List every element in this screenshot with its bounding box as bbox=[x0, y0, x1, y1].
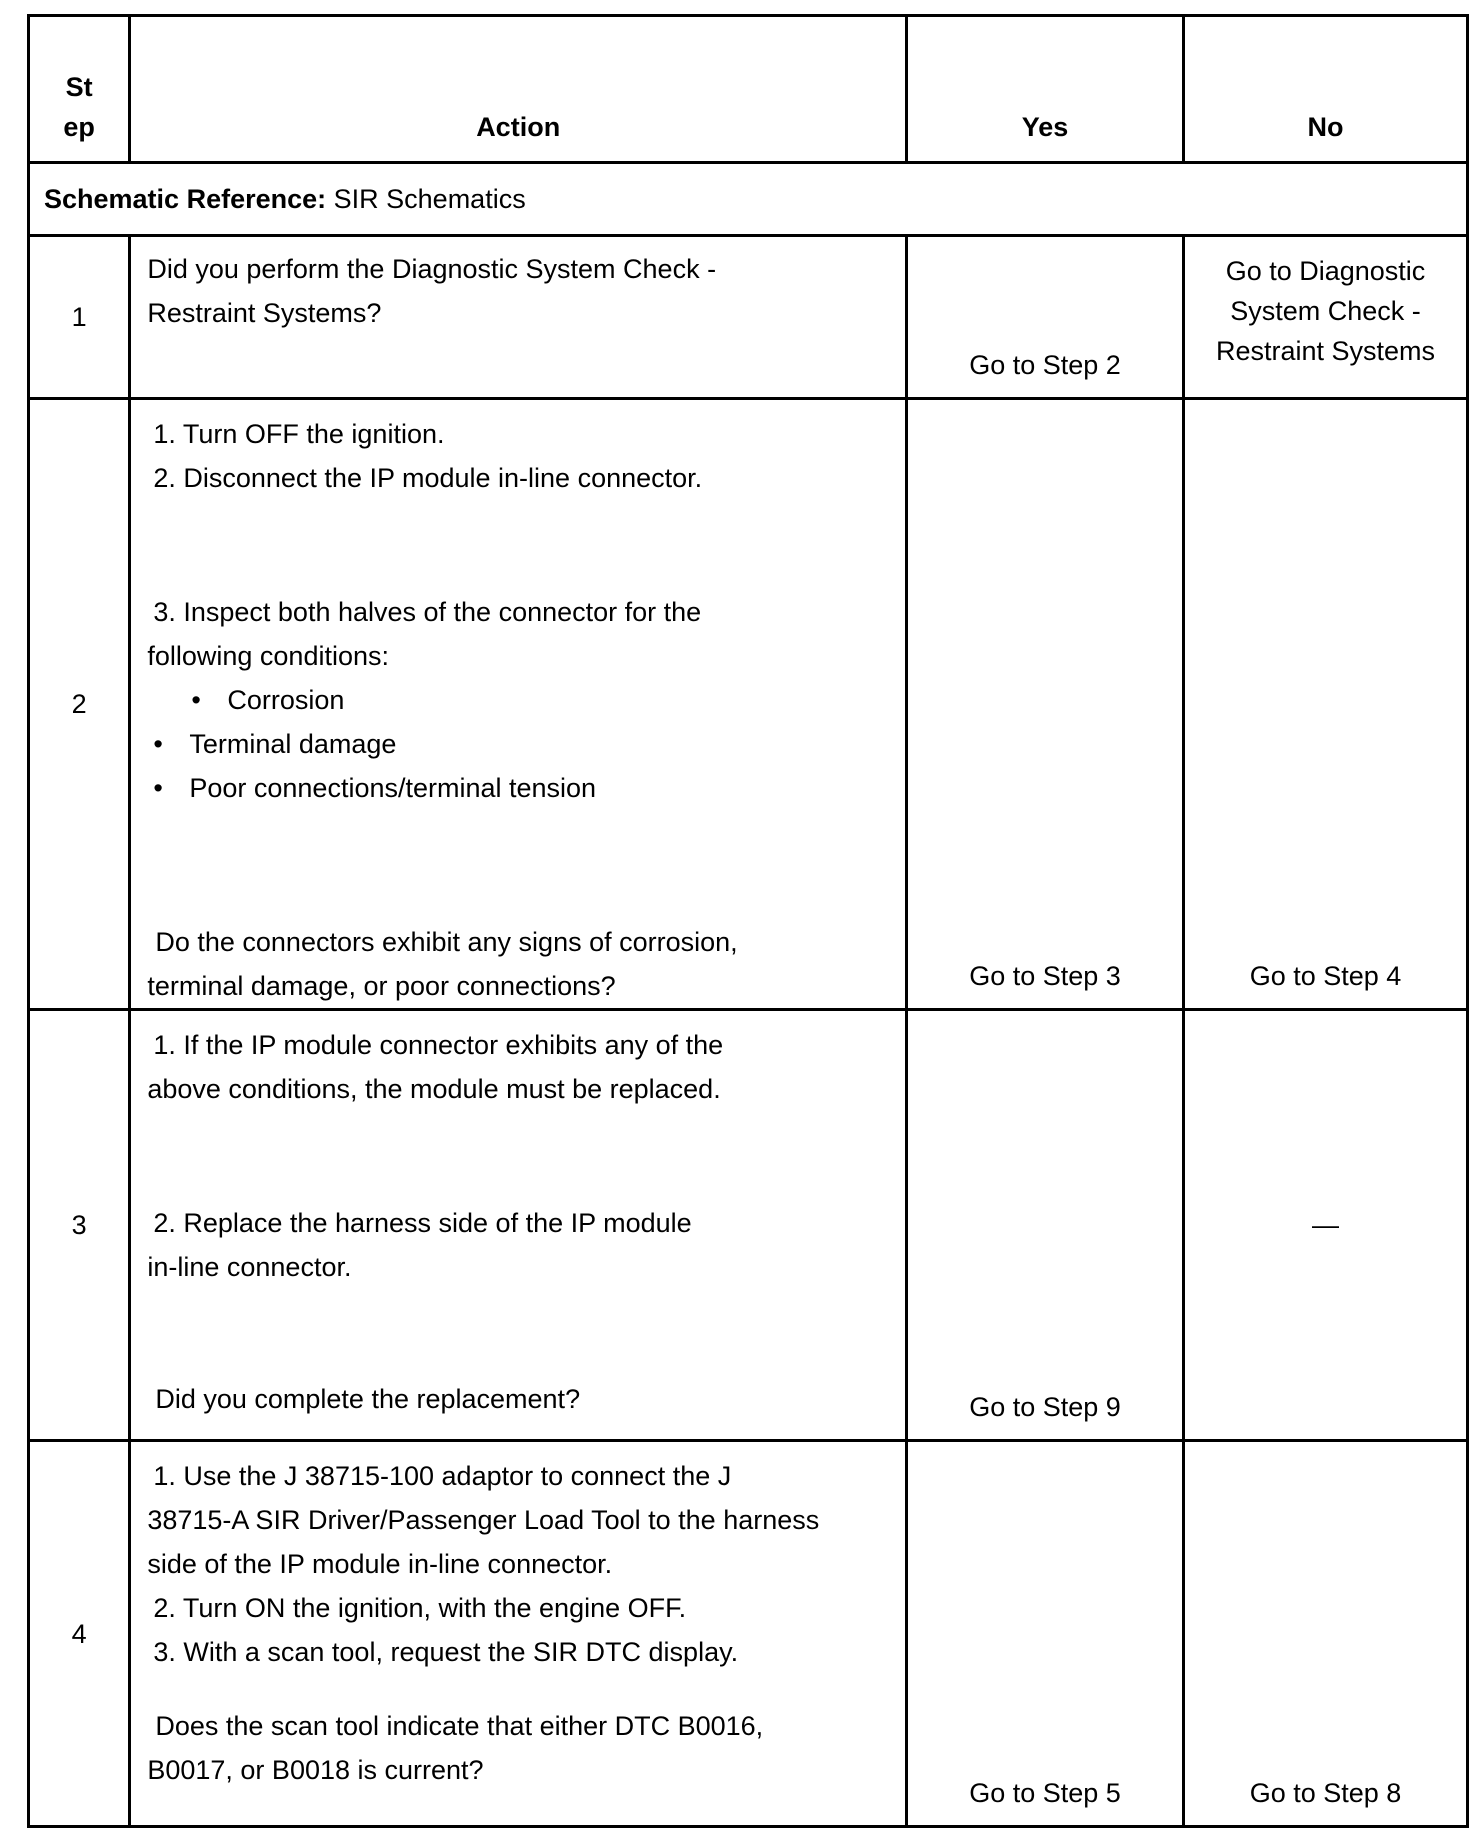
header-row bbox=[29, 16, 1468, 163]
header-yes: Yes bbox=[907, 16, 1184, 163]
action-item: 1. Use the J 38715-100 adaptor to connect the J bbox=[153, 1461, 732, 1491]
yes-cell bbox=[907, 1441, 1184, 1827]
yes-link[interactable]: Go to Step 9 bbox=[969, 1392, 1121, 1422]
action-item: 3. With a scan tool, request the SIR DTC display. bbox=[153, 1637, 739, 1667]
no-link-line[interactable]: Restraint Systems bbox=[1215, 336, 1436, 366]
no-dash: — bbox=[1311, 1210, 1339, 1240]
no-cell bbox=[1183, 236, 1467, 399]
step-number: 1 bbox=[29, 236, 130, 399]
no-cell bbox=[1183, 399, 1467, 1010]
bullet-text: Poor connections/terminal tension bbox=[189, 773, 597, 803]
no-link-line[interactable]: System Check - bbox=[1230, 296, 1421, 326]
action-item: in-line connector. bbox=[147, 1252, 352, 1282]
table-row bbox=[29, 1441, 1468, 1827]
schematic-reference-value: SIR Schematics bbox=[326, 184, 526, 214]
yes-cell bbox=[907, 399, 1184, 1010]
bullet-icon: • bbox=[153, 773, 163, 803]
bullet-icon: • bbox=[191, 685, 201, 715]
action-item: side of the IP module in-line connector. bbox=[147, 1549, 613, 1579]
action-item: 2. Replace the harness side of the IP module bbox=[153, 1208, 692, 1238]
action-cell bbox=[130, 1010, 907, 1441]
action-item: 2. Disconnect the IP module in-line connector. bbox=[153, 463, 703, 493]
action-cell bbox=[130, 399, 907, 1010]
action-item: 1. If the IP module connector exhibits any of the bbox=[153, 1030, 724, 1060]
diagnostic-table bbox=[27, 14, 1469, 1828]
no-link[interactable]: Go to Step 8 bbox=[1249, 1778, 1402, 1808]
table-row bbox=[29, 236, 1468, 399]
bullet-item bbox=[147, 678, 895, 722]
action-item: above conditions, the module must be replaced. bbox=[147, 1074, 721, 1104]
yes-link[interactable]: Go to Step 3 bbox=[969, 961, 1121, 991]
step-number: 4 bbox=[29, 1441, 130, 1827]
no-cell bbox=[1183, 1441, 1467, 1827]
step-number: 3 bbox=[29, 1010, 130, 1441]
header-no: No bbox=[1183, 16, 1467, 163]
action-cell bbox=[130, 1441, 907, 1827]
action-item: 1. Turn OFF the ignition. bbox=[153, 419, 445, 449]
question-text: terminal damage, or poor connections? bbox=[147, 971, 616, 1001]
action-item: 2. Turn ON the ignition, with the engine OFF. bbox=[153, 1593, 687, 1623]
yes-link[interactable]: Go to Step 2 bbox=[969, 350, 1121, 380]
yes-cell bbox=[907, 236, 1184, 399]
bullet-text: Terminal damage bbox=[189, 729, 397, 759]
action-text: Restraint Systems? bbox=[147, 298, 382, 328]
header-step-line1: St bbox=[65, 72, 93, 102]
table-row bbox=[29, 1010, 1468, 1441]
header-step bbox=[29, 16, 130, 163]
action-item: 38715-A SIR Driver/Passenger Load Tool to the harness bbox=[147, 1505, 820, 1535]
no-link-line[interactable]: Go to Diagnostic bbox=[1225, 256, 1426, 286]
no-link[interactable]: Go to Step 4 bbox=[1249, 961, 1402, 991]
action-cell bbox=[130, 236, 907, 399]
question-text: B0017, or B0018 is current? bbox=[147, 1755, 484, 1785]
schematic-reference bbox=[29, 163, 1468, 236]
action-item: following conditions: bbox=[147, 641, 389, 671]
table-row bbox=[29, 399, 1468, 1010]
yes-link[interactable]: Go to Step 5 bbox=[969, 1778, 1121, 1808]
header-step-line2: ep bbox=[63, 112, 95, 142]
yes-cell bbox=[907, 1010, 1184, 1441]
question-text: Do the connectors exhibit any signs of corrosion, bbox=[155, 927, 738, 957]
header-action: Action bbox=[130, 16, 907, 163]
schematic-reference-label: Schematic Reference: bbox=[44, 184, 327, 214]
bullet-item bbox=[147, 722, 895, 766]
question-text: Does the scan tool indicate that either DTC B0016, bbox=[155, 1711, 764, 1741]
bullet-item bbox=[147, 766, 895, 810]
action-item: 3. Inspect both halves of the connector for the bbox=[153, 597, 702, 627]
bullet-text: Corrosion bbox=[227, 685, 345, 715]
bullet-icon: • bbox=[153, 729, 163, 759]
schematic-reference-row bbox=[29, 163, 1468, 236]
action-text: Did you perform the Diagnostic System Check - bbox=[147, 254, 717, 284]
step-number: 2 bbox=[29, 399, 130, 1010]
question-text: Did you complete the replacement? bbox=[155, 1384, 581, 1414]
no-cell bbox=[1183, 1010, 1467, 1441]
